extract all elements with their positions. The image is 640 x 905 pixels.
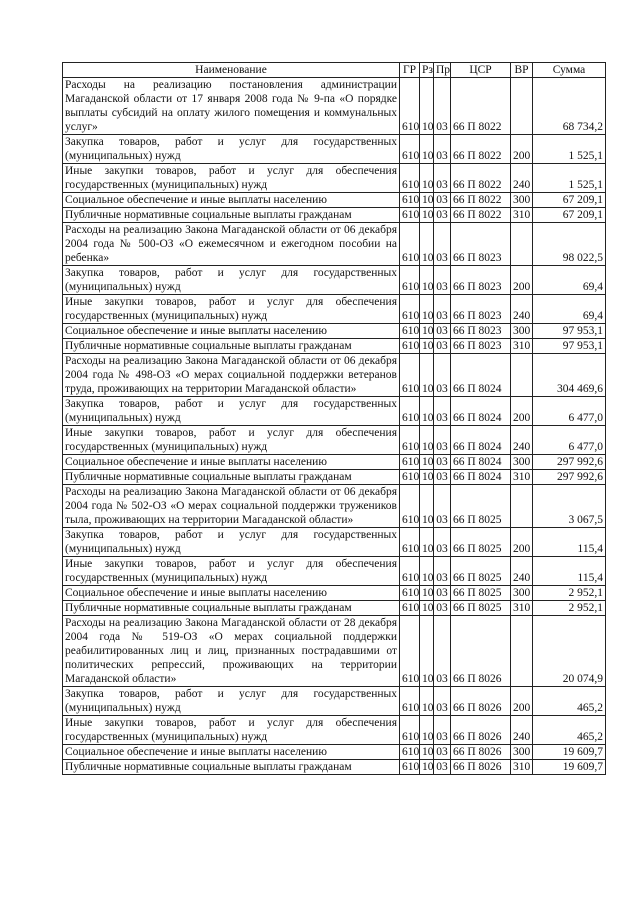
- table-row: [63, 354, 606, 397]
- cell-csr: 66 П 8025: [451, 557, 511, 586]
- table-row: [63, 324, 606, 339]
- cell-sum: 19 609,7: [533, 760, 606, 775]
- cell-pr: 03: [434, 716, 451, 745]
- cell-csr: 66 П 8026: [451, 687, 511, 716]
- cell-pr: 03: [434, 557, 451, 586]
- table-row: [63, 760, 606, 775]
- cell-sum: 2 952,1: [533, 586, 606, 601]
- cell-pr: 03: [434, 687, 451, 716]
- cell-rz: 10: [420, 470, 434, 485]
- cell-gr: 610: [400, 601, 420, 616]
- cell-csr: 66 П 8025: [451, 485, 511, 528]
- cell-name: Социальное обеспечение и иные выплаты населению: [63, 455, 400, 470]
- cell-sum: 1 525,1: [533, 164, 606, 193]
- cell-rz: 10: [420, 586, 434, 601]
- cell-csr: 66 П 8026: [451, 745, 511, 760]
- cell-gr: 610: [400, 760, 420, 775]
- cell-gr: 610: [400, 528, 420, 557]
- cell-sum: 69,4: [533, 295, 606, 324]
- cell-gr: 610: [400, 470, 420, 485]
- cell-pr: 03: [434, 455, 451, 470]
- cell-name: Закупка товаров, работ и услуг для государственных (муниципальных) нужд: [63, 266, 400, 295]
- cell-gr: 610: [400, 397, 420, 426]
- cell-name: Иные закупки товаров, работ и услуг для обеспечения государственных (муниципальных) нужд: [63, 716, 400, 745]
- cell-vr: 310: [511, 760, 533, 775]
- table-row: [63, 208, 606, 223]
- cell-pr: 03: [434, 208, 451, 223]
- header-csr: ЦСР: [451, 63, 511, 78]
- cell-pr: 03: [434, 528, 451, 557]
- cell-csr: 66 П 8023: [451, 324, 511, 339]
- cell-sum: 465,2: [533, 687, 606, 716]
- cell-pr: 03: [434, 616, 451, 687]
- cell-vr: [511, 78, 533, 135]
- cell-rz: 10: [420, 164, 434, 193]
- cell-sum: 97 953,1: [533, 339, 606, 354]
- cell-sum: 68 734,2: [533, 78, 606, 135]
- cell-rz: 10: [420, 208, 434, 223]
- header-row: [63, 63, 606, 78]
- cell-rz: 10: [420, 601, 434, 616]
- cell-sum: 115,4: [533, 557, 606, 586]
- cell-csr: 66 П 8023: [451, 339, 511, 354]
- table-row: [63, 601, 606, 616]
- cell-sum: 6 477,0: [533, 426, 606, 455]
- cell-pr: 03: [434, 223, 451, 266]
- cell-name: Социальное обеспечение и иные выплаты населению: [63, 745, 400, 760]
- cell-gr: 610: [400, 716, 420, 745]
- table-row: [63, 426, 606, 455]
- cell-vr: 300: [511, 455, 533, 470]
- table-row: [63, 557, 606, 586]
- cell-sum: 69,4: [533, 266, 606, 295]
- cell-rz: 10: [420, 354, 434, 397]
- table-row: [63, 266, 606, 295]
- cell-vr: 300: [511, 586, 533, 601]
- cell-csr: 66 П 8026: [451, 760, 511, 775]
- cell-gr: 610: [400, 193, 420, 208]
- cell-pr: 03: [434, 470, 451, 485]
- cell-rz: 10: [420, 426, 434, 455]
- cell-sum: 97 953,1: [533, 324, 606, 339]
- cell-sum: 465,2: [533, 716, 606, 745]
- cell-vr: 200: [511, 135, 533, 164]
- cell-csr: 66 П 8025: [451, 528, 511, 557]
- cell-csr: 66 П 8022: [451, 208, 511, 223]
- cell-name: Иные закупки товаров, работ и услуг для обеспечения государственных (муниципальных) нужд: [63, 557, 400, 586]
- table-row: [63, 586, 606, 601]
- cell-csr: 66 П 8022: [451, 193, 511, 208]
- cell-name: Иные закупки товаров, работ и услуг для обеспечения государственных (муниципальных) нужд: [63, 295, 400, 324]
- cell-rz: 10: [420, 716, 434, 745]
- cell-gr: 610: [400, 78, 420, 135]
- cell-gr: 610: [400, 745, 420, 760]
- table-row: [63, 135, 606, 164]
- cell-gr: 610: [400, 586, 420, 601]
- table-row: [63, 616, 606, 687]
- cell-name: Социальное обеспечение и иные выплаты населению: [63, 586, 400, 601]
- cell-pr: 03: [434, 193, 451, 208]
- cell-vr: 300: [511, 324, 533, 339]
- cell-vr: 300: [511, 193, 533, 208]
- cell-sum: 67 209,1: [533, 193, 606, 208]
- cell-vr: 310: [511, 470, 533, 485]
- cell-gr: 610: [400, 426, 420, 455]
- table-row: [63, 78, 606, 135]
- cell-gr: 610: [400, 354, 420, 397]
- cell-rz: 10: [420, 266, 434, 295]
- cell-pr: 03: [434, 397, 451, 426]
- cell-vr: 240: [511, 295, 533, 324]
- cell-name: Закупка товаров, работ и услуг для государственных (муниципальных) нужд: [63, 687, 400, 716]
- cell-gr: 610: [400, 295, 420, 324]
- cell-pr: 03: [434, 266, 451, 295]
- header-rz: Рз: [420, 63, 434, 78]
- table-row: [63, 397, 606, 426]
- cell-gr: 610: [400, 266, 420, 295]
- cell-sum: 3 067,5: [533, 485, 606, 528]
- cell-gr: 610: [400, 455, 420, 470]
- cell-name: Социальное обеспечение и иные выплаты населению: [63, 193, 400, 208]
- cell-vr: 310: [511, 601, 533, 616]
- cell-vr: 300: [511, 745, 533, 760]
- table-row: [63, 716, 606, 745]
- cell-name: Расходы на реализацию Закона Магаданской области от 28 декабря 2004 года № 519-ОЗ «О мерах социальной поддержки реабилитированных лиц и лиц, признанных пострадавшими от политических репрессий, проживающих на территории Магаданской области»: [63, 616, 400, 687]
- cell-rz: 10: [420, 485, 434, 528]
- cell-pr: 03: [434, 135, 451, 164]
- cell-sum: 304 469,6: [533, 354, 606, 397]
- table-body: [63, 78, 606, 775]
- cell-name: Публичные нормативные социальные выплаты гражданам: [63, 470, 400, 485]
- cell-rz: 10: [420, 557, 434, 586]
- cell-name: Социальное обеспечение и иные выплаты населению: [63, 324, 400, 339]
- cell-rz: 10: [420, 455, 434, 470]
- cell-vr: 310: [511, 208, 533, 223]
- cell-pr: 03: [434, 78, 451, 135]
- cell-rz: 10: [420, 339, 434, 354]
- cell-gr: 610: [400, 339, 420, 354]
- cell-name: Расходы на реализацию постановления администрации Магаданской области от 17 января 2008 года № 9-па «О порядке выплаты субсидий на оплату жилого помещения и коммунальных услуг»: [63, 78, 400, 135]
- cell-sum: 20 074,9: [533, 616, 606, 687]
- cell-csr: 66 П 8022: [451, 164, 511, 193]
- cell-rz: 10: [420, 324, 434, 339]
- table-row: [63, 223, 606, 266]
- cell-pr: 03: [434, 586, 451, 601]
- table-row: [63, 485, 606, 528]
- header-pr: Пр: [434, 63, 451, 78]
- cell-gr: 610: [400, 324, 420, 339]
- cell-pr: 03: [434, 745, 451, 760]
- cell-gr: 610: [400, 135, 420, 164]
- table-row: [63, 339, 606, 354]
- table-row: [63, 455, 606, 470]
- cell-vr: 200: [511, 397, 533, 426]
- cell-csr: 66 П 8024: [451, 426, 511, 455]
- cell-sum: 2 952,1: [533, 601, 606, 616]
- header-name: Наименование: [63, 63, 400, 78]
- cell-gr: 610: [400, 557, 420, 586]
- cell-name: Закупка товаров, работ и услуг для государственных (муниципальных) нужд: [63, 135, 400, 164]
- cell-gr: 610: [400, 208, 420, 223]
- cell-rz: 10: [420, 223, 434, 266]
- cell-pr: 03: [434, 354, 451, 397]
- table-row: [63, 193, 606, 208]
- cell-csr: 66 П 8023: [451, 266, 511, 295]
- cell-name: Иные закупки товаров, работ и услуг для обеспечения государственных (муниципальных) нужд: [63, 426, 400, 455]
- cell-vr: 200: [511, 266, 533, 295]
- cell-sum: 6 477,0: [533, 397, 606, 426]
- cell-sum: 297 992,6: [533, 470, 606, 485]
- table-row: [63, 470, 606, 485]
- cell-csr: 66 П 8024: [451, 470, 511, 485]
- cell-name: Расходы на реализацию Закона Магаданской области от 06 декабря 2004 года № 502-ОЗ «О мерах социальной поддержки тружеников тыла, проживающих на территории Магаданской области»: [63, 485, 400, 528]
- cell-csr: 66 П 8024: [451, 455, 511, 470]
- cell-csr: 66 П 8022: [451, 135, 511, 164]
- cell-vr: 310: [511, 339, 533, 354]
- cell-name: Закупка товаров, работ и услуг для государственных (муниципальных) нужд: [63, 528, 400, 557]
- table-header: [63, 63, 606, 78]
- table-row: [63, 164, 606, 193]
- cell-pr: 03: [434, 164, 451, 193]
- cell-csr: 66 П 8026: [451, 716, 511, 745]
- cell-vr: 200: [511, 528, 533, 557]
- cell-rz: 10: [420, 397, 434, 426]
- cell-vr: 200: [511, 687, 533, 716]
- cell-name: Закупка товаров, работ и услуг для государственных (муниципальных) нужд: [63, 397, 400, 426]
- cell-csr: 66 П 8023: [451, 223, 511, 266]
- cell-rz: 10: [420, 78, 434, 135]
- cell-gr: 610: [400, 485, 420, 528]
- cell-vr: 240: [511, 557, 533, 586]
- cell-csr: 66 П 8024: [451, 354, 511, 397]
- table-row: [63, 687, 606, 716]
- cell-rz: 10: [420, 745, 434, 760]
- cell-gr: 610: [400, 616, 420, 687]
- cell-gr: 610: [400, 164, 420, 193]
- cell-vr: [511, 616, 533, 687]
- cell-name: Расходы на реализацию Закона Магаданской области от 06 декабря 2004 года № 498-ОЗ «О мерах социальной поддержки ветеранов труда, проживающих на территории Магаданской области»: [63, 354, 400, 397]
- header-sum: Сумма: [533, 63, 606, 78]
- cell-vr: [511, 223, 533, 266]
- cell-name: Публичные нормативные социальные выплаты гражданам: [63, 208, 400, 223]
- cell-name: Публичные нормативные социальные выплаты гражданам: [63, 339, 400, 354]
- cell-rz: 10: [420, 528, 434, 557]
- cell-rz: 10: [420, 135, 434, 164]
- cell-vr: [511, 354, 533, 397]
- cell-gr: 610: [400, 687, 420, 716]
- cell-name: Публичные нормативные социальные выплаты гражданам: [63, 601, 400, 616]
- cell-rz: 10: [420, 687, 434, 716]
- cell-sum: 297 992,6: [533, 455, 606, 470]
- cell-csr: 66 П 8025: [451, 601, 511, 616]
- cell-gr: 610: [400, 223, 420, 266]
- cell-vr: 240: [511, 164, 533, 193]
- cell-csr: 66 П 8022: [451, 78, 511, 135]
- cell-pr: 03: [434, 485, 451, 528]
- cell-name: Публичные нормативные социальные выплаты гражданам: [63, 760, 400, 775]
- cell-vr: 240: [511, 426, 533, 455]
- cell-name: Иные закупки товаров, работ и услуг для обеспечения государственных (муниципальных) нужд: [63, 164, 400, 193]
- cell-pr: 03: [434, 324, 451, 339]
- cell-rz: 10: [420, 616, 434, 687]
- cell-rz: 10: [420, 760, 434, 775]
- cell-pr: 03: [434, 339, 451, 354]
- cell-csr: 66 П 8023: [451, 295, 511, 324]
- cell-sum: 115,4: [533, 528, 606, 557]
- cell-rz: 10: [420, 193, 434, 208]
- cell-pr: 03: [434, 760, 451, 775]
- cell-pr: 03: [434, 295, 451, 324]
- cell-csr: 66 П 8026: [451, 616, 511, 687]
- cell-rz: 10: [420, 295, 434, 324]
- table-row: [63, 295, 606, 324]
- cell-vr: [511, 485, 533, 528]
- cell-sum: 67 209,1: [533, 208, 606, 223]
- cell-name: Расходы на реализацию Закона Магаданской области от 06 декабря 2004 года № 500-ОЗ «О ежемесячном и ежегодном пособии на ребенка»: [63, 223, 400, 266]
- cell-pr: 03: [434, 426, 451, 455]
- cell-csr: 66 П 8025: [451, 586, 511, 601]
- budget-table: [62, 62, 606, 775]
- cell-sum: 1 525,1: [533, 135, 606, 164]
- header-gr: ГР: [400, 63, 420, 78]
- cell-csr: 66 П 8024: [451, 397, 511, 426]
- cell-pr: 03: [434, 601, 451, 616]
- header-vr: ВР: [511, 63, 533, 78]
- cell-sum: 19 609,7: [533, 745, 606, 760]
- table-row: [63, 528, 606, 557]
- cell-vr: 240: [511, 716, 533, 745]
- table-row: [63, 745, 606, 760]
- cell-sum: 98 022,5: [533, 223, 606, 266]
